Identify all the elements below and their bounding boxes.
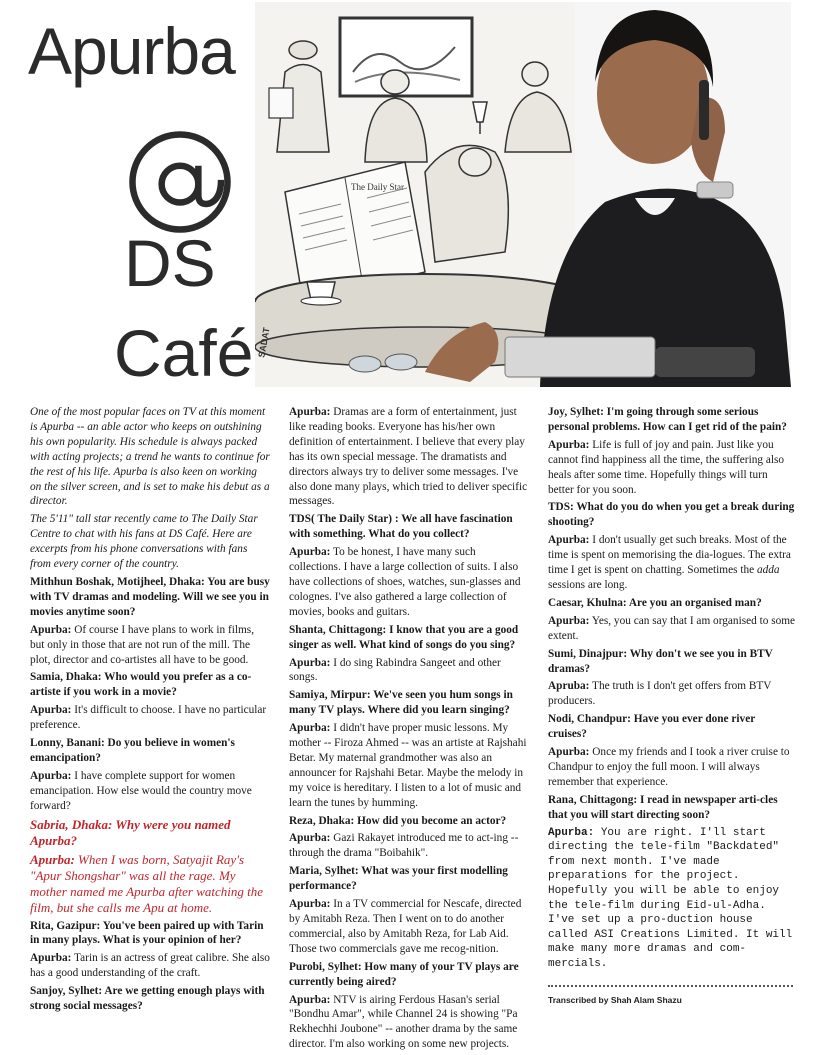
answer: [30, 623, 270, 668]
answer: [289, 897, 529, 957]
intro-paragraph: One of the most popular faces on TV at this moment is Apurba -- an able actor who keeps on outshining his own popularity. His schedule is always packed with acting projects; a trend he wants to continue for the rest of his life. Apurba is also keen on working on the silver screen, and is set to make his debut as a director.: [30, 406, 270, 508]
column-1: [30, 405, 270, 1017]
newspaper-masthead: The Daily Star: [351, 182, 404, 192]
answer: [30, 703, 270, 733]
question: Mithhun Boshak, Motijheel, Dhaka: You are busy with TV dramas and modeling. Will we see you in movies anytime soon?: [30, 575, 270, 618]
answer-text: NTV is airing Ferdous Hasan's serial "Bondhu Amar", while Channel 24 is showing "Pa Rekhechhi Joubone" -- another drama by the same director. I'm also working on some new projects.: [289, 993, 518, 1051]
answer: [548, 438, 796, 498]
answer: [548, 745, 796, 790]
answer-text: To be honest, I have many such collections. I have a large collection of suits. I also have collections of shoes, watches, sun-glasses and colognes. I've also gathered a large collection of movies, books and guitars.: [289, 546, 521, 618]
answer-emphasis: adda: [756, 564, 780, 577]
answer: [30, 951, 270, 981]
question: Samia, Dhaka: Who would you prefer as a co-artiste if you work in a movie?: [30, 671, 252, 699]
question: Caesar, Khulna: Are you an organised man?: [548, 596, 762, 609]
answer-text: Of course I have plans to work in films, but only in those that are not run of the mill. The plot, director and co-artistes all have to be good.: [30, 623, 255, 666]
answer-speaker: Apurba:: [289, 832, 331, 845]
answer-text: I have complete support for women emancipation. How else would the country move forward?: [30, 769, 252, 812]
answer: [289, 831, 529, 861]
answer-speaker: Apurba:: [289, 993, 331, 1006]
answer: [30, 769, 270, 814]
at-symbol-icon: [126, 128, 234, 236]
transcriber-credit: Transcribed by Shah Alam Shazu: [548, 995, 682, 1005]
answer-speaker: Apurba:: [30, 623, 72, 636]
answer-speaker: Apurba:: [289, 406, 331, 418]
question: Shanta, Chittagong: I know that you are a good singer as well. What kind of songs do you sing?: [289, 623, 519, 651]
answer-text: In a TV commercial for Nescafe, directed by Amitabh Reza. Then I went on to do another commercial, also by Amitabh Reza, for Lab Aid. Those two commercials gave me recog-nition.: [289, 898, 522, 955]
answer-text: Dramas are a form of entertainment, just like reading books. Everyone has his/her own definition of entertainment. I believe that every play has its own special message. The dramatists and directors always try to deliver some messages. I've also done many plays, which tried to deliver specific messages.: [289, 406, 528, 508]
question: TDS( The Daily Star) : We all have fascination with something. What do you collect?: [289, 513, 513, 541]
answer-text: Gazi Rakayet introduced me to act-ing -- through the drama "Boibahik".: [289, 832, 519, 860]
cafe-sketch-image: [255, 2, 791, 387]
answer-text: Once my friends and I took a river cruise to Chandpur to enjoy the full moon. I will always remember that experience.: [548, 746, 790, 788]
highlighted-answer: [30, 852, 270, 916]
column-2: [289, 405, 529, 1055]
answer-speaker: Apurba:: [30, 952, 72, 965]
answer: [548, 533, 796, 593]
question: Purobi, Sylhet: How many of your TV plays are currently being aired?: [289, 960, 519, 988]
intro-paragraph: The 5'11" tall star recently came to The Daily Star Centre to chat with his fans at DS Café. Here are excerpts from his phone conversations with fans from every corner of the country.: [30, 513, 258, 571]
answer-speaker: Apurba:: [289, 898, 331, 911]
highlighted-question: Sabria, Dhaka: Why were you named Apurba?: [30, 816, 231, 848]
answer-speaker: Apurba:: [30, 769, 72, 782]
answer: [289, 993, 529, 1053]
column-3: [548, 405, 796, 975]
answer-text: Tarin is an actress of great calibre. She also has a good understanding of the craft.: [30, 952, 270, 980]
question: Nodi, Chandpur: Have you ever done river cruises?: [548, 713, 756, 741]
answer-text: The truth is I don't get offers from BTV producers.: [548, 680, 772, 708]
question: TDS: What do you do when you get a break during shooting?: [548, 501, 795, 529]
answer-speaker: Apurba:: [289, 722, 331, 735]
answer: [548, 679, 796, 709]
dotted-divider: [548, 985, 793, 987]
answer-text: When I was born, Satyajit Ray's "Apur Shongshar" was all the rage. My mother named me Apurba after watching the film, but she calls me Apu at home.: [30, 851, 264, 915]
answer-text: sessions are long.: [548, 578, 628, 591]
answer-text: You are right. I'll start directing the tele-film "Backdated" from next month. I've made preparations for the project. Hopefully you will be able to enjoy the tele-film during Eid-ul-Adha. I've set up a pro-duction house called ASI Creations Limited. It will make many more dramas and com-mercials.: [548, 826, 793, 970]
question: Joy, Sylhet: I'm going through some serious personal problems. How can I get rid of the pain?: [548, 406, 787, 433]
question: Maria, Sylhet: What was your first modelling performance?: [289, 865, 508, 893]
headline-word-ds: DS: [124, 226, 216, 300]
cafe-illustration: [255, 2, 791, 387]
answer: [289, 721, 529, 810]
question: Sanjoy, Sylhet: Are we getting enough plays with strong social messages?: [30, 985, 265, 1013]
answer-speaker: Apurba:: [548, 826, 595, 839]
answer-speaker: Apurba:: [548, 438, 590, 451]
answer-text: Life is full of joy and pain. Just like you cannot find happiness all the time, the suffering also heals after some time. Hopefully things will turn better for you soon.: [548, 438, 785, 496]
answer-speaker: Apurba:: [548, 614, 590, 627]
answer-text: I don't usually get such breaks. Most of the time is spent on memorising the dia-logues. The extra time I get is spent on chatting. Sometimes the: [548, 534, 791, 577]
answer: [548, 826, 796, 972]
artist-signature: SADAT: [256, 326, 272, 359]
answer-text: I do sing Rabindra Sangeet and other songs.: [289, 656, 501, 684]
question: Rana, Chittagong: I read in newspaper arti-cles that you will start directing soon?: [548, 793, 778, 821]
answer-speaker: Apurba:: [548, 534, 590, 547]
question: Rita, Gazipur: You've been paired up with Tarin in many plays. What is your opinion of her?: [30, 919, 264, 947]
question: Reza, Dhaka: How did you become an actor?: [289, 814, 507, 827]
answer: [289, 545, 529, 620]
headline-word-apurba: Apurba: [28, 14, 235, 88]
answer-text: I didn't have proper music lessons. My mother -- Firoza Ahmed -- was an artiste at Rajshahi Betar. My maternal grandmother was also an announcer for Rajshahi Betar. Maybe the melody in my voice is hereditary. I listen to a lot of music and learn the tunes by humming.: [289, 722, 527, 809]
question: Sumi, Dinajpur: Why don't we see you in BTV dramas?: [548, 647, 773, 675]
answer-text: It's difficult to choose. I have no particular preference.: [30, 704, 267, 732]
answer-speaker: Apurba:: [548, 746, 590, 759]
answer-speaker: Apurba:: [30, 704, 72, 717]
answer: [289, 405, 529, 509]
answer: [289, 656, 529, 686]
question: Lonny, Banani: Do you believe in women's emancipation?: [30, 737, 235, 764]
answer-speaker: Apruba:: [548, 680, 590, 693]
answer-speaker: Apurba:: [289, 656, 331, 669]
answer-speaker: Apurba:: [289, 546, 331, 559]
headline-word-cafe: Café: [114, 316, 254, 390]
answer-speaker: Apurba:: [30, 851, 75, 867]
question: Samiya, Mirpur: We've seen you hum songs in many TV plays. Where did you learn singing?: [289, 689, 513, 717]
answer-text: Yes, you can say that I am organised to some extent.: [548, 614, 796, 642]
answer: [548, 614, 796, 644]
